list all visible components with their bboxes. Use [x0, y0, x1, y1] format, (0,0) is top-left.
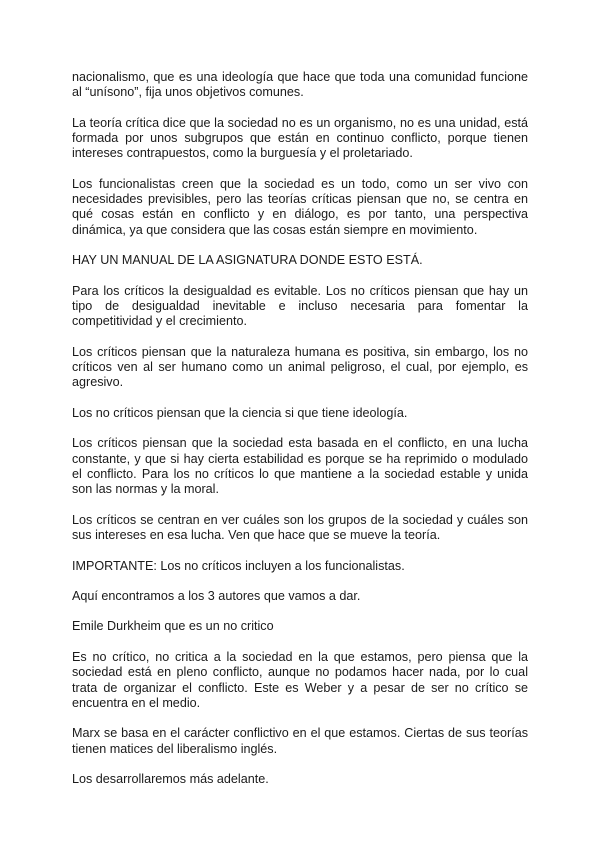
paragraph-manual-note: HAY UN MANUAL DE LA ASIGNATURA DONDE ESTO ESTÁ.: [72, 253, 423, 268]
paragraph-weber: Es no crítico, no critica a la sociedad en la que estamos, pero piensa que la sociedad está en pleno conflicto, aunque no podamos hacer nada, por lo cual trata de organizar el conflicto. Este es Weber y a pesar de ser no crítico se encuentra en el medio.: [72, 649, 528, 710]
paragraph-durkheim: Emile Durkheim que es un no critico: [72, 619, 274, 634]
paragraph-funcionalistas: Los funcionalistas creen que la sociedad es un todo, como un ser vivo con necesidades previsibles, pero las teorías críticas piensan que no, se centra en qué cosas están en conflicto y en diálogo, es por tanto, una perspectiva dinámica, ya que considera que las cosas están siempre en movimiento.: [72, 176, 528, 237]
paragraph-conflicto: Los críticos piensan que la sociedad esta basada en el conflicto, en una lucha constante, y que si hay cierta estabilidad es porque se ha reprimido o modulado el conflicto. Para los no críticos lo que mantiene a la sociedad estable y unida son las normas y la moral.: [72, 436, 528, 497]
paragraph-teoria-critica: La teoría crítica dice que la sociedad no es un organismo, no es una unidad, está formada por unos subgrupos que están en continuo conflicto, porque tienen intereses contrapuestos, como la burguesía y el proletariado.: [72, 115, 528, 161]
paragraph-ciencia-ideologia: Los no críticos piensan que la ciencia si que tiene ideología.: [72, 405, 408, 420]
paragraph-nacionalismo: nacionalismo, que es una ideología que hace que toda una comunidad funcione al “unísono”, fija unos objetivos comunes.: [72, 70, 528, 100]
paragraph-desarrollaremos: Los desarrollaremos más adelante.: [72, 772, 269, 787]
paragraph-desigualdad: Para los críticos la desigualdad es evitable. Los no críticos piensan que hay un tipo de desigualdad inevitable e incluso necesaria para fomentar la competitividad y el crecimiento.: [72, 283, 528, 329]
paragraph-naturaleza-humana: Los críticos piensan que la naturaleza humana es positiva, sin embargo, los no críticos ven al ser humano como un animal peligroso, el cual, por ejemplo, es agresivo.: [72, 344, 528, 390]
paragraph-autores: Aquí encontramos a los 3 autores que vamos a dar.: [72, 589, 361, 603]
paragraph-importante: IMPORTANTE: Los no críticos incluyen a los funcionalistas.: [72, 558, 405, 573]
paragraph-marx: Marx se basa en el carácter conflictivo en el que estamos. Ciertas de sus teorías tienen matices del liberalismo inglés.: [72, 726, 528, 756]
paragraph-grupos-sociedad: Los críticos se centran en ver cuáles son los grupos de la sociedad y cuáles son sus intereses en esa lucha. Ven que hace que se mueve la teoría.: [72, 512, 528, 543]
document-page: [72, 70, 528, 803]
